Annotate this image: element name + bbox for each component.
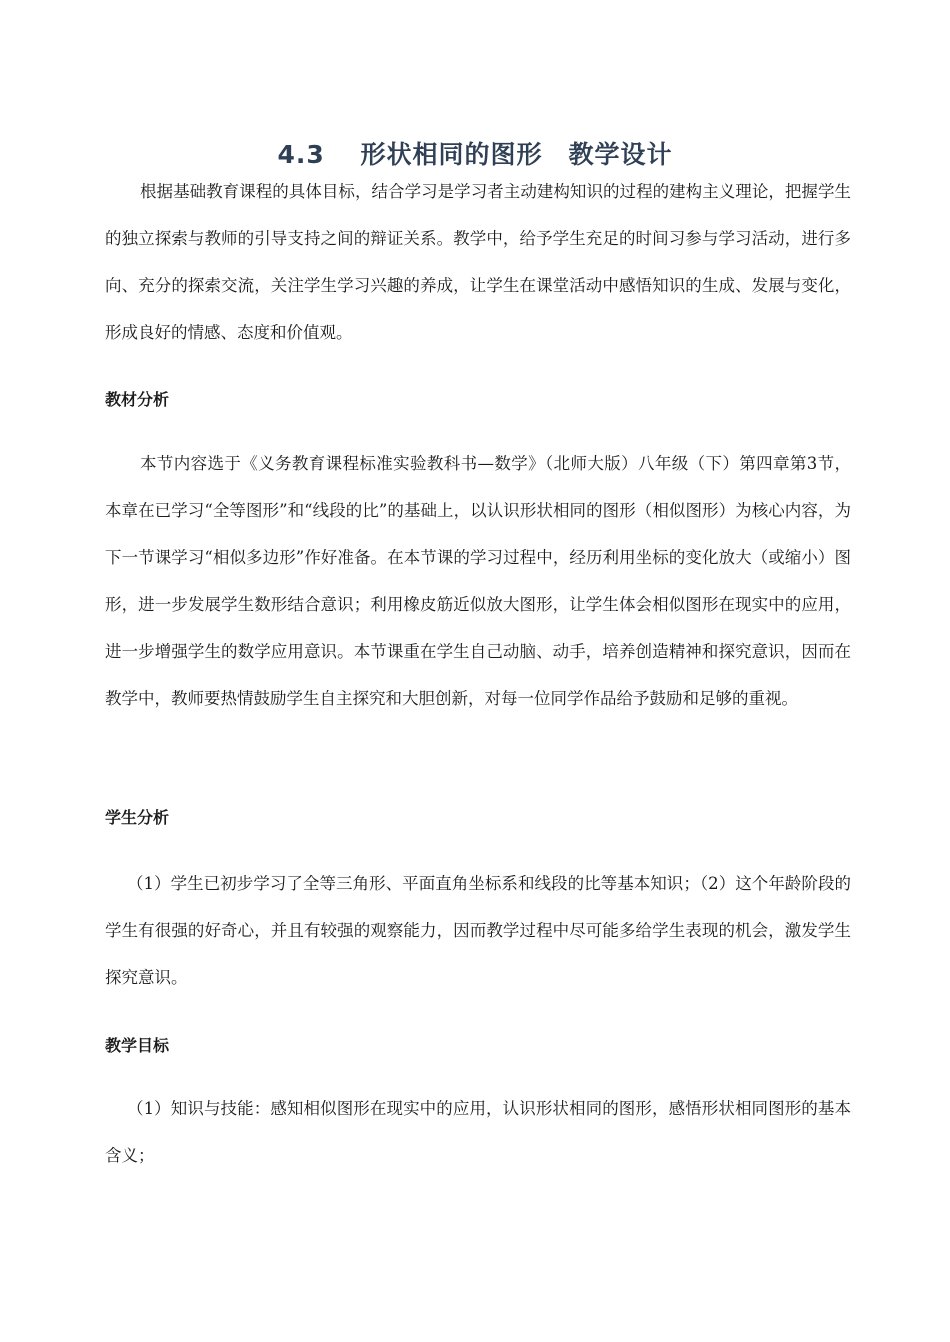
document-title: 4.3 形状相同的图形 教学设计 <box>277 139 673 169</box>
section-heading-textbook-analysis: 教材分析 <box>105 390 170 409</box>
section-heading-student-analysis: 学生分析 <box>105 808 170 827</box>
section-body-teaching-goals: （1）知识与技能：感知相似图形在现实中的应用，认识形状相同的图形，感悟形状相同图形的基本含义； <box>105 1099 851 1165</box>
section-body-textbook-analysis: 本节内容选于《义务教育课程标准实验教科书—数学》（北师大版）八年级（下）第四章第3节，本章在已学习“全等图形”和“线段的比”的基础上，以认识形状相同的图形（相似图形）为核心内容，为下一节课学习“相似多边形”作好准备。在本节课的学习过程中，经历利用坐标的变化放大（或缩小）图形，进一步发展学生数形结合意识；利用橡皮筋近似放大图形，让学生体会相似图形在现实中的应用，进一步增强学生的数学应用意识。本节课重在学生自己动脑、动手，培养创造精神和探究意识，因而在教学中，教师要热情鼓励学生自主探究和大胆创新，对每一位同学作品给予鼓励和足够的重视。 <box>105 454 851 708</box>
intro-paragraph: 根据基础教育课程的具体目标，结合学习是学习者主动建构知识的过程的建构主义理论，把握学生的独立探索与教师的引导支持之间的辩证关系。教学中，给予学生充足的时间习参与学习活动，进行多向、充分的探索交流，关注学生学习兴趣的养成，让学生在课堂活动中感悟知识的生成、发展与变化，形成良好的情感、态度和价值观。 <box>105 182 851 342</box>
section-heading-teaching-goals: 教学目标 <box>105 1036 170 1055</box>
section-body-student-analysis: （1）学生已初步学习了全等三角形、平面直角坐标系和线段的比等基本知识；（2）这个年龄阶段的学生有很强的好奇心，并且有较强的观察能力，因而教学过程中尽可能多给学生表现的机会，激发学生探究意识。 <box>105 874 851 987</box>
